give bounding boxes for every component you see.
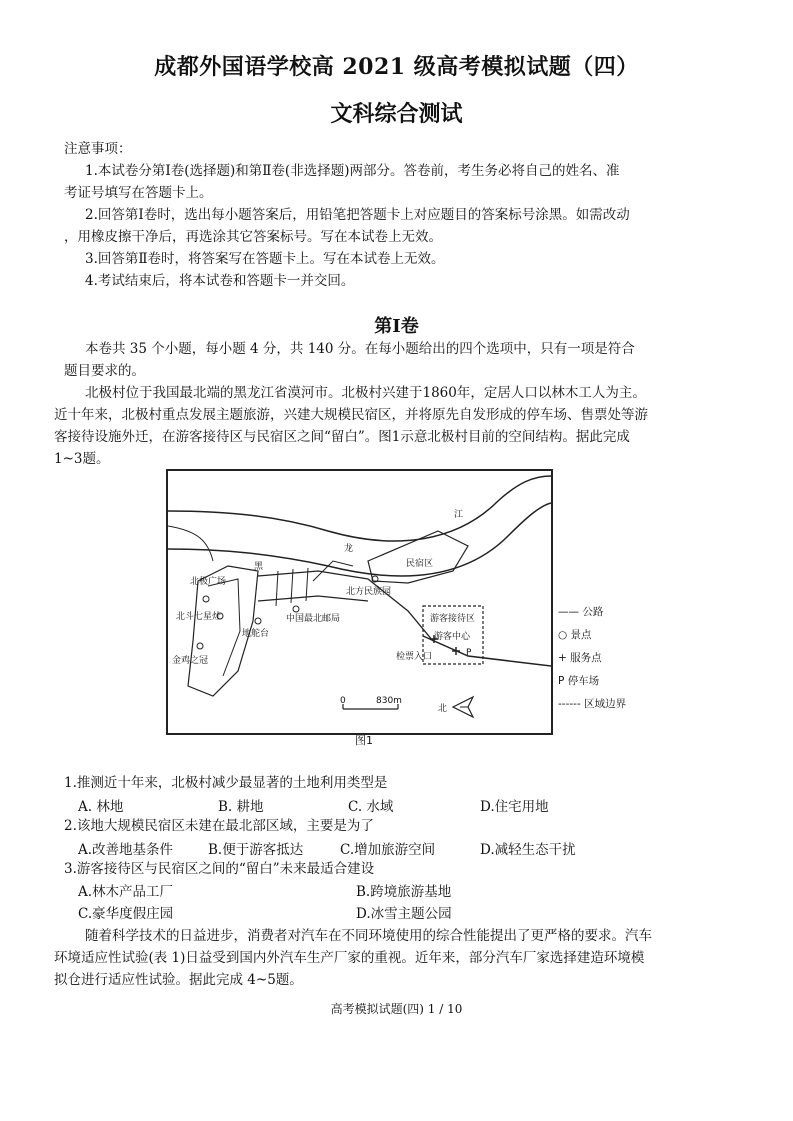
- question-3-option-d[interactable]: D.冰雪主题公园: [356, 906, 452, 922]
- notice-item-1-cont: 考证号填写在答题卡上。: [64, 185, 213, 201]
- section-title: 第Ⅰ卷: [374, 316, 419, 337]
- passage-1-line-4: 1~3题。: [54, 451, 110, 467]
- map-scale-zero: 0: [340, 696, 346, 706]
- notice-heading: 注意事项：: [64, 141, 132, 157]
- section-intro: 本卷共 35 个小题，每小题 4 分，共 140 分。在每小题给出的四个选项中，只有一项是符合: [85, 341, 635, 357]
- question-1-option-a[interactable]: A. 林地: [78, 799, 124, 815]
- question-1-option-b[interactable]: B. 耕地: [218, 799, 264, 815]
- map-north-label: 北: [438, 704, 448, 714]
- question-1-stem: 1.推测近十年来，北极村减少最显著的土地利用类型是: [64, 775, 388, 791]
- map-river-char-jiang: 江: [454, 510, 464, 520]
- question-2-option-d[interactable]: D.减轻生态干扰: [480, 842, 576, 858]
- page-footer: 高考模拟试题(四) 1 / 10: [330, 1002, 463, 1016]
- map-label-post: 中国最北邮局: [286, 614, 341, 624]
- passage-1-line-2: 近十年来，北极村重点发展主题旅游，兴建大规模民宿区，并将原先自发形成的停车场、售票处等游: [54, 407, 648, 423]
- question-1-option-c[interactable]: C. 水域: [348, 799, 394, 815]
- legend-boundary: ------ 区域边界: [558, 698, 627, 710]
- question-2-stem: 2.该地大规模民宿区未建在最北部区域，主要是为了: [64, 818, 374, 834]
- map-label-folk: 北方民族园: [346, 587, 392, 597]
- question-3-option-c[interactable]: C.豪华度假庄园: [78, 906, 174, 922]
- passage-2-line-2: 环境适应性试验(表 1)日益受到国内外汽车生产厂家的重视。近年来，部分汽车厂家选择建造环境模: [54, 950, 645, 966]
- question-3-option-b[interactable]: B.跨境旅游基地: [356, 884, 452, 900]
- map-label-jinji: 金鸡之冠: [172, 656, 209, 666]
- map-label-beidou: 北斗七星灶: [176, 612, 222, 622]
- map-label-ticket: 检票入口: [396, 652, 433, 662]
- map-label-parking: P: [466, 648, 472, 658]
- map-label-beiji-square: 北极广场: [190, 577, 227, 587]
- map-river-char-hei: 黑: [254, 562, 264, 572]
- legend-spot: ○ 景点: [558, 629, 592, 641]
- question-1-option-d[interactable]: D.住宅用地: [480, 799, 549, 815]
- notice-item-2: 2.回答第Ⅰ卷时，选出每小题答案后，用铅笔把答题卡上对应题目的答案标号涂黑。如需改动: [85, 207, 630, 223]
- notice-item-4: 4.考试结束后，将本试卷和答题卡一并交回。: [85, 273, 355, 289]
- notice-item-1: 1.本试卷分第Ⅰ卷(选择题)和第Ⅱ卷(非选择题)两部分。答卷前，考生务必将自己的姓名、准: [85, 163, 620, 179]
- map-scale-distance: 830m: [376, 696, 402, 706]
- map-label-minsu: 民宿区: [406, 559, 434, 569]
- legend-parking: P 停车场: [558, 675, 600, 687]
- notice-item-2-cont: ，用橡皮擦干净后，再选涂其它答案标号。写在本试卷上无效。: [64, 229, 442, 245]
- question-2-option-c[interactable]: C.增加旅游空间: [340, 842, 436, 858]
- map-label-reception: 游客接待区: [430, 614, 476, 624]
- map-label-center: 游客中心: [434, 632, 471, 642]
- map-river-char-long: 龙: [344, 544, 354, 554]
- map-label-dilongtai: 地舵台: [242, 629, 270, 639]
- village-map: [166, 469, 553, 735]
- legend-road: —— 公路: [558, 606, 604, 618]
- question-3-stem: 3.游客接待区与民宿区之间的“留白”未来最适合建设: [64, 861, 375, 877]
- question-2-option-b[interactable]: B.便于游客抵达: [208, 842, 304, 858]
- passage-1-line-1: 北极村位于我国最北端的黑龙江省漠河市。北极村兴建于1860年，定居人口以林木工人为主。: [85, 385, 646, 401]
- figure-caption: 图1: [355, 734, 373, 747]
- notice-item-3: 3.回答第Ⅱ卷时，将答案写在答题卡上。写在本试卷上无效。: [85, 251, 445, 267]
- section-intro-cont: 题目要求的。: [64, 363, 145, 379]
- passage-1-line-3: 客接待设施外迁，在游客接待区与民宿区之间“留白”。图1示意北极村目前的空间结构。据此完成: [54, 429, 630, 445]
- legend-service: + 服务点: [558, 652, 602, 664]
- exam-title: 成都外国语学校高 2021 级高考模拟试题（四）: [154, 54, 639, 80]
- passage-2-line-1: 随着科学技术的日益进步，消费者对汽车在不同环境使用的综合性能提出了更严格的要求。汽车: [85, 928, 652, 944]
- passage-2-line-3: 拟仓进行适应性试验。据此完成 4~5题。: [54, 972, 303, 988]
- question-3-option-a[interactable]: A.林木产品工厂: [78, 884, 174, 900]
- question-2-option-a[interactable]: A.改善地基条件: [78, 842, 174, 858]
- exam-subtitle: 文科综合测试: [330, 101, 463, 127]
